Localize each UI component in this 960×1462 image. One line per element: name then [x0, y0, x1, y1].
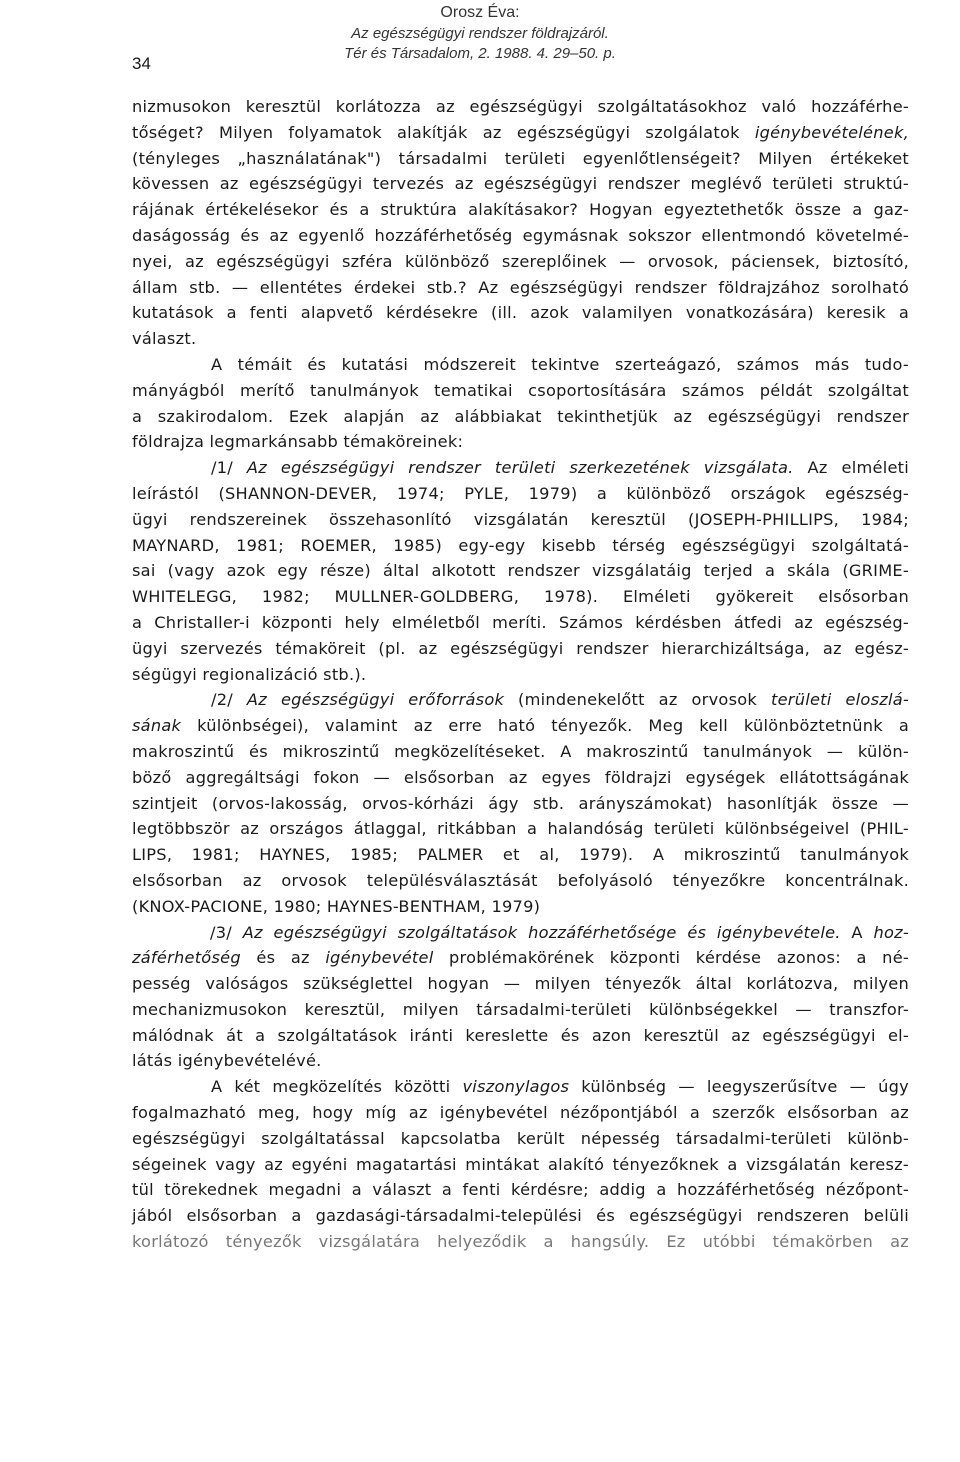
text-line: /2/ Az egészségügyi erőforrások (mindenekelőtt az orvosok területi eloszlá- — [211, 690, 910, 710]
text-line: tőséget? Milyen folyamatok alakítják az egészségügyi szolgálatok igénybevételének, — [132, 122, 909, 142]
text-line: nyei, az egészségügyi szféra különböző szereplőinek — orvosok, páciensek, biztosító, — [132, 251, 909, 271]
text-line: fogalmazható meg, hogy míg az igénybevétel nézőpontjából a szerzők elsősorban az — [132, 1103, 909, 1123]
text-line: kövessen az egészségügyi tervezés az egészségügyi rendszer meglévő területi struktú- — [132, 174, 909, 194]
text-line: kutatások a fenti alapvető kérdésekre (ill. azok valamilyen vonatkozására) keresik a — [132, 303, 909, 323]
header-title: Az egészségügyi rendszer földrajzáról. — [351, 25, 609, 42]
text-line: pesség valóságos szükséglettel hogyan — milyen tényezők által korlátozva, milyen — [132, 974, 909, 994]
text-line: makroszintű és mikroszintű megközelítéseket. A makroszintű tanulmányok — külön- — [132, 741, 909, 761]
text-line: böző aggregáltsági fokon — elsősorban az egyes földrajzi egységek ellátottságának — [132, 767, 909, 787]
body-text — [132, 94, 909, 1255]
text-line: sai (vagy azok egy része) által alkotott rendszer vizsgálatáig terjed a skála (GRIME- — [132, 561, 909, 581]
text-line: (tényleges „használatának") társadalmi területi egyenlőtlenségeit? Milyen értékeket — [132, 148, 909, 168]
text-line: mechanizmusokon keresztül, milyen társadalmi-területi különbségekkel — transzfor- — [132, 999, 909, 1019]
text-line: nizmusokon keresztül korlátozza az egészségügyi szolgáltatásokhoz való hozzáférhe- — [132, 97, 909, 116]
text-line: záférhetőség és az igénybevétel problémakörének központi kérdése azonos: a né- — [132, 948, 909, 968]
text-line: ségügyi regionalizáció stb.). — [132, 664, 367, 684]
text-line: A témáit és kutatási módszereit tekintve szerteágazó, számos más tudo- — [211, 354, 909, 374]
text-line: daságosság és az egyenlő hozzáférhetőség egymásnak sokszor ellentmondó követelmé- — [132, 225, 909, 245]
text-line: szintjeit (orvos-lakosság, orvos-kórházi ágy stb. arányszámokat) hasonlítják össze — — [132, 793, 909, 813]
header-author: Orosz Éva: — [440, 4, 520, 21]
header-source: Tér és Társadalom, 2. 1988. 4. 29–50. p. — [344, 45, 616, 62]
text-line: mányágból merítő tanulmányok tematikai csoportosítására számos példát szolgáltat — [132, 380, 909, 400]
text-line: LIPS, 1981; HAYNES, 1985; PALMER et al, 1979). A mikroszintű tanulmányok — [132, 845, 909, 865]
text-line: sának különbségei), valamint az erre ható tényezők. Meg kell különböztetnünk a — [132, 716, 909, 736]
text-line: elsősorban az orvosok településválasztását befolyásoló tényezőkre koncentrálnak. — [132, 870, 909, 890]
text-line: MAYNARD, 1981; ROEMER, 1985) egy-egy kisebb térség egészségügyi szolgáltatá- — [132, 535, 909, 555]
text-line: /3/ Az egészségügyi szolgáltatások hozzáférhetősége és igénybevétele. A hoz- — [210, 922, 909, 942]
text-line: ügyi szervezés témaköreit (pl. az egészségügyi rendszer hierarchizáltsága, az egész- — [132, 638, 909, 658]
text-line: a szakirodalom. Ezek alapján az alábbiakat tekinthetjük az egészségügyi rendszer — [132, 406, 909, 426]
text-line: földrajza legmarkánsabb témaköreinek: — [132, 432, 464, 452]
text-line: málódnak át a szolgáltatások iránti kereslette és azon keresztül az egészségügyi el- — [132, 1025, 909, 1045]
text-line: ségeinek vagy az egyéni magatartási mintákat alakító tényezőknek a vizsgálatán keresz- — [132, 1154, 909, 1174]
page-number: 34 — [132, 54, 151, 73]
text-line: korlátozó tényezők vizsgálatára helyeződik a hangsúly. Ez utóbbi témakörben az — [132, 1232, 909, 1252]
text-line: WHITELEGG, 1982; MULLNER-GOLDBERG, 1978). Elméleti gyökereit elsősorban — [132, 587, 909, 607]
text-line: állam stb. — ellentétes érdekei stb.? Az egészségügyi rendszer földrajzához sorolható — [132, 277, 909, 297]
text-line: A két megközelítés közötti viszonylagos különbség — leegyszerűsítve — úgy — [211, 1077, 909, 1097]
text-line: (KNOX-PACIONE, 1980; HAYNES-BENTHAM, 1979) — [132, 896, 541, 916]
text-line: egészségügyi szolgáltatással kapcsolatba került népesség társadalmi-területi különb- — [132, 1128, 909, 1148]
text-line: leírástól (SHANNON-DEVER, 1974; PYLE, 1979) a különböző országok egészség- — [132, 483, 909, 503]
text-line: a Christaller-i központi hely elméletből meríti. Számos kérdésben átfedi az egészség- — [132, 612, 909, 632]
text-line: tül törekednek megadni a választ a fenti kérdésre; addig a hozzáférhetőség nézőpont- — [132, 1180, 909, 1200]
text-line: rájának értékelésekor és a struktúra alakításakor? Hogyan egyeztethetők össze a gaz- — [132, 200, 909, 220]
text-line: látás igénybevételévé. — [132, 1051, 322, 1071]
text-line: /1/ Az egészségügyi rendszer területi szerkezetének vizsgálata. Az elméleti — [211, 458, 909, 478]
text-line: ügyi rendszereinek összehasonlító vizsgálatán keresztül (JOSEPH-PHILLIPS, 1984; — [132, 509, 909, 529]
text-line: legtöbbször az országos átlaggal, ritkábban a halandóság területi különbségeivel (PHIL- — [132, 819, 909, 839]
text-line: jából elsősorban a gazdasági-társadalmi-települési és egészségügyi rendszeren belüli — [132, 1206, 909, 1226]
text-line: választ. — [132, 329, 197, 349]
